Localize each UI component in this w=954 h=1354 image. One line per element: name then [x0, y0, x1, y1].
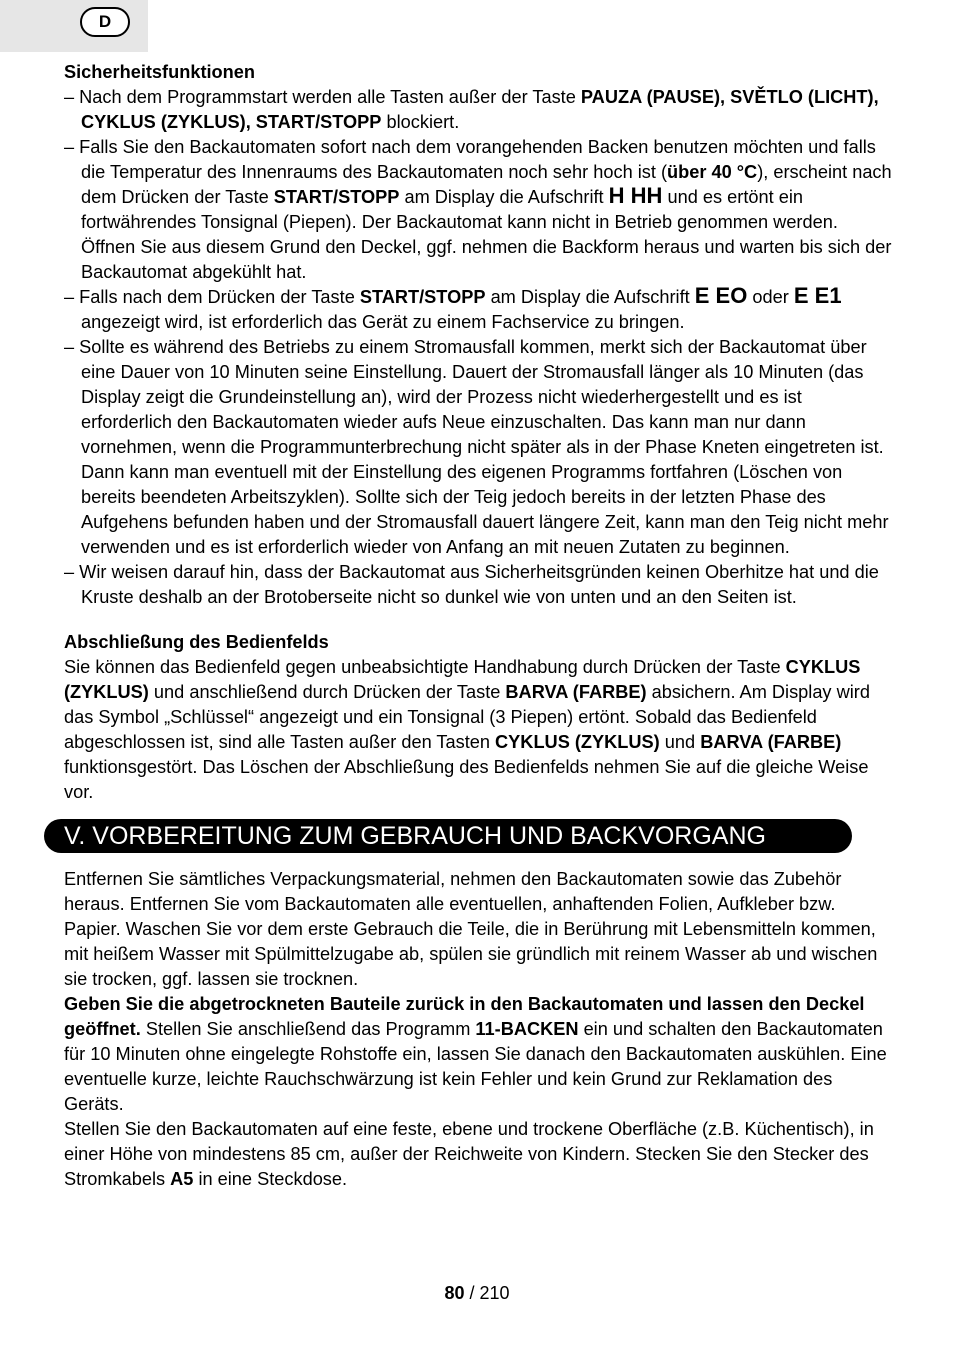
bullet-no-top-heat: – Wir weisen darauf hin, dass der Backautomat aus Sicherheitsgründen keinen Oberhitze hat und die Kruste deshalb an der Brotoberseite nicht so dunkel wie von unten und an den Seiten ist. [64, 562, 879, 607]
language-tab [0, 0, 148, 52]
bullet-overheat: – Falls Sie den Backautomaten sofort nach dem vorangehenden Backen benutzen möchten und falls die Temperatur des Innenraums des Backautomaten noch sehr hoch ist (über 40 °C), erscheint nach dem Drücken der Taste START/STOPP am Display die Aufschrift H HH und es ertönt ein fortwährendes Tonsignal (Piepen). Der Backautomat kann nicht in Betrieb genommen werden. Öffnen Sie aus diesem Grund den Deckel, ggf. nehmen die Backform heraus und warten bis sich der Backautomat abgekühlt hat. [64, 137, 892, 282]
preparation-paragraph-2: Geben Sie die abgetrockneten Bauteile zurück in den Backautomaten und lassen den Deckel geöffnet. Stellen Sie anschließend das Programm 11-BACKEN ein und schalten den Backautomaten für 10 Minuten ohne eingelegte Rohstoffe ein, lassen Sie danach den Backautomaten auskühlen. Eine eventuelle kurze, leichte Rauchschwärzung ist kein Fehler und kein Grund zur Reklamation des Geräts. [64, 994, 887, 1114]
display-code-ee1: E E1 [793, 283, 842, 308]
section-title-panel-lock: Abschließung des Bedienfelds [64, 632, 329, 652]
section-title-safety: Sicherheitsfunktionen [64, 62, 255, 82]
display-code-hhh: H HH [608, 183, 663, 208]
bullet-error-codes: – Falls nach dem Drücken der Taste START/STOPP am Display die Aufschrift E EO oder E E1 angezeigt wird, ist erforderlich das Gerät zu einem Fachservice zu bringen. [64, 283, 842, 332]
panel-lock-paragraph: Sie können das Bedienfeld gegen unbeabsichtigte Handhabung durch Drücken der Taste CYKLUS (ZYKLUS) und anschließend durch Drücken der Taste BARVA (FARBE) absichern. Am Display wird das Symbol „Schlüssel“ angezeigt und ein Tonsignal (3 Piepen) ertönt. Sobald das Bedienfeld abgeschlossen ist, sind alle Tasten außer den Tasten CYKLUS (ZYKLUS) und BARVA (FARBE) funktionsgestört. Das Löschen der Abschließung des Bedienfelds nehmen Sie auf die gleiche Weise vor. [64, 657, 870, 802]
chapter-heading-banner: V. VORBEREITUNG ZUM GEBRAUCH UND BACKVORGANG [44, 819, 852, 853]
bullet-power-outage: – Sollte es während des Betriebs zu einem Stromausfall kommen, merkt sich der Backautomat über eine Dauer von 10 Minuten seine Einstellung. Dauert der Stromausfall länger als 10 Minuten (das Display zeigt die Grundeinstellung an), wird der Prozess nicht wiederhergestellt und es ist erforderlich den Backautomaten wieder aufs Neue einzuschalten. Das kann man nur dann vornehmen, wenn die Programmunterbrechung nicht später als in der Phase Kneten eingetreten ist. Dann kann man eventuell mit der Einstellung des eigenen Programms fortfahren (Löschen von bereits beendeten Arbeitszyklen). Sollte sich der Teig jedoch bereits in der letzten Phase des Aufgehens befunden haben und der Stromausfall dauert längere Zeit, kann man den Teig nicht mehr verwenden und es ist erforderlich wieder von Anfang an mit neuen Zutaten zu beginnen. [64, 337, 889, 557]
bullet-program-start: – Nach dem Programmstart werden alle Tasten außer der Taste PAUZA (PAUSE), SVĚTLO (LICHT), CYKLUS (ZYKLUS), START/STOPP blockiert. [64, 87, 879, 132]
language-badge: D [80, 7, 130, 37]
display-code-eeo: E EO [694, 283, 748, 308]
preparation-paragraph-3: Stellen Sie den Backautomaten auf eine feste, ebene und trockene Oberfläche (z.B. Küchentisch), in einer Höhe von mindestens 85 cm, außer der Reichweite von Kindern. Stecken Sie den Stecker des Stromkabels A5 in eine Steckdose. [64, 1119, 874, 1189]
preparation-paragraph-1: Entfernen Sie sämtliches Verpackungsmaterial, nehmen den Backautomaten sowie das Zubehör heraus. Entfernen Sie vom Backautomaten alle eventuellen, anhaftenden Folien, Aufkleber bzw. Papier. Waschen Sie vor dem erste Gebrauch die Teile, die in Berührung mit Lebensmitteln kommen, mit heißem Wasser mit Spülmittelzugabe ab, spülen sie gründlich mit reinem Wasser ab und wischen sie trocken, ggf. lassen sie trocknen. [64, 869, 878, 989]
page-number: 80 / 210 [444, 1283, 510, 1303]
page-content [64, 60, 894, 1192]
